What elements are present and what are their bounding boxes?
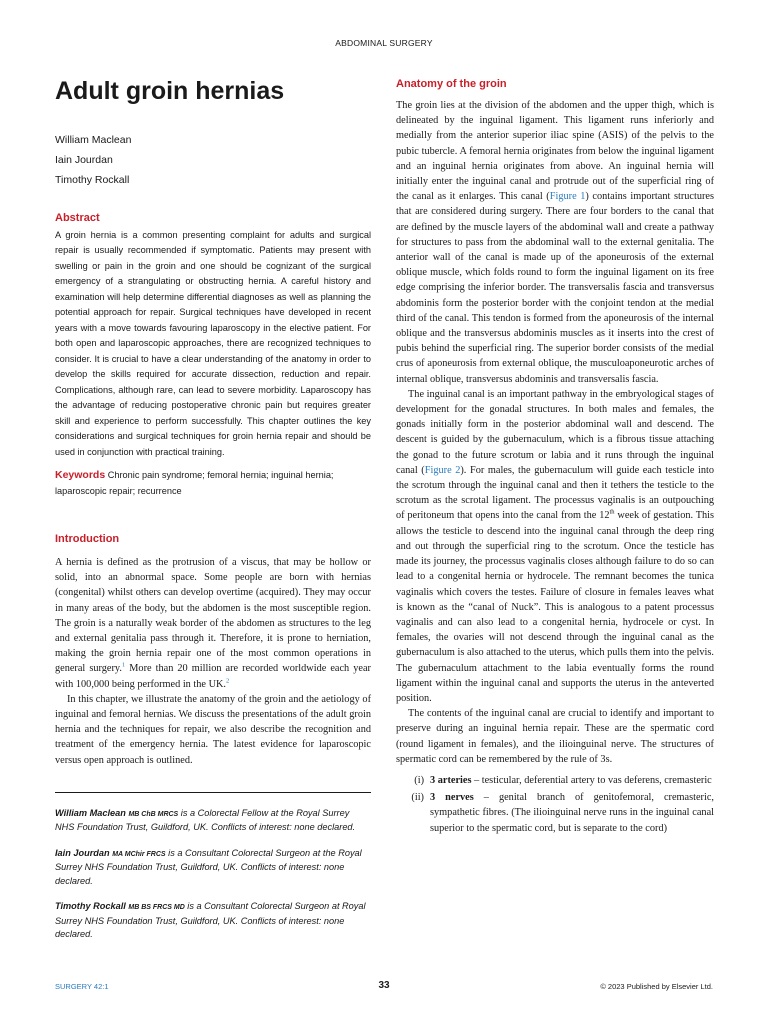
journal-footer: SURGERY 42:1 <box>55 982 109 991</box>
page-number: 33 <box>378 980 390 991</box>
text-run: ) contains important structures that are considered during surgery. There are four borders to the canal that are defined by the muscle layers of the abdominal wall and create a pathway for structures to pass from the abdominal wall to the external genitalia. The anterior wall of the canal is made up of the aponeurosis of the external oblique muscle, which folds round to form the inguinal ligament on its free edge comprising the inferior border. The transversalis fascia and transversus abdominis form the posterior border with the conjoint tendon at the medial third of the canal. This tendon is formed from the aponeurosis of the internal oblique and the transversus abdominis muscles as it inserts into the crest of pubis behind the superficial ring. The superior border consists of the medial crus of aponeurosis from external oblique, the musculoaponeurotic arches of internal oblique, transversus abdominis and transversalis fascia. <box>396 191 714 385</box>
bio-name: Timothy Rockall <box>55 901 126 912</box>
introduction-paragraph: In this chapter, we illustrate the anatomy of the groin and the aetiology of inguinal and femoral hernias. We discuss the presentations of the adult groin hernia and the techniques for repair, we also describe the recognition and treatment of the emergency hernia. The latest evidence for laparoscopic versus open approach is outlined. <box>55 693 371 766</box>
left-column <box>55 72 371 942</box>
reference-link[interactable]: 2 <box>226 677 230 685</box>
bio-credentials: MB ChB MRCS <box>128 810 179 818</box>
article-title: Adult groin hernias <box>55 77 285 105</box>
list-number: (i) <box>414 774 424 786</box>
keywords-label: Keywords <box>55 469 106 481</box>
list-text <box>430 773 714 788</box>
anatomy-heading: Anatomy of the groin <box>396 78 507 90</box>
bio-name: Iain Jourdan <box>55 847 110 858</box>
abstract-heading: Abstract <box>55 211 100 224</box>
list-item <box>396 790 714 836</box>
author-name: Timothy Rockall <box>55 173 130 186</box>
list-term: 3 arteries <box>430 774 472 786</box>
abstract-text: A groin hernia is a common presenting complaint for adults and surgical repair is usually recommended if symptomatic. Patients may present with swelling or pain in the groin and one should be cognizant of the surgical emergency of a strangulating or obstructing hernia. A careful history and examination will help determine differential diagnoses as well as planning the potential approach for repair. Surgical techniques have developed in recent years with a move towards favouring laparoscopy in the elective patient. For both open and laparoscopic approaches, there are recognized techniques to consider. It is crucial to have a clear understanding of the anatomy in order to develop the skills required for accurate dissection, reduction and repair. Complications, although rare, can lead to severe morbidity. Laparoscopy has the advantage of reducing postoperative chronic pain but requires greater skill and experience to perform successfully. This chapter outlines the key considerations and surgical techniques for groin hernia repair and should be used in conjunction with practical training. <box>55 229 371 457</box>
introduction-heading: Introduction <box>55 533 120 545</box>
figure-link[interactable]: Figure 2 <box>424 464 461 476</box>
text-run: The inguinal canal is an important pathway in the embryological stages of development for the gonadal structures. In both males and females, the gonads initially form in the posterior abdominal wall and descend. The descent is guided by the gubernaculum, which is a fibrous tissue attaching the gonad to the future scrotum or labia and it runs through the inguinal canal ( <box>396 388 714 476</box>
author-name: Iain Jourdan <box>55 153 113 166</box>
list-number: (ii) <box>411 792 424 804</box>
list-term: 3 nerves <box>430 792 474 804</box>
bio-credentials: MB BS FRCS MD <box>128 904 185 912</box>
text-run: A hernia is defined as the protrusion of a viscus, that may be hollow or solid, into an abnormal space. Some people are born with hernias (congenital) whilst others can develop overtime (acquired). They may occur in many areas of the body, but the abdomen is the most susceptible region. The groin is a naturally weak border of the abdomen as structures to the leg and external genitalia pass through it. Therefore, it is prone to herniation, making the groin hernia repair one of the most common operations in general surgery. <box>55 557 371 675</box>
list-detail: – genital branch of genitofemoral, cremasteric, sympathetic fibres. (The ilioinguinal nerve runs in the inguinal canal superior to the spermatic cord, but is separate to the cord) <box>430 792 714 834</box>
author-list <box>55 130 371 190</box>
text-run: More than 20 million are recorded worldwide each year with 100,000 being performed in the UK. <box>55 663 371 690</box>
author-bio <box>55 847 371 889</box>
spermatic-cord-list <box>396 773 714 836</box>
right-column <box>396 72 714 838</box>
keywords-section <box>55 468 371 499</box>
text-run: ). For males, the gubernaculum will guide each testicle into the scrotum through the inguinal canal and then it tethers the testicle to the scrotum as the scrotal ligament. The processus vaginalis is an outpouching of peritoneum that opens into the canal from the 12 <box>396 464 714 522</box>
bio-text: is a Colorectal Fellow at the Royal Surrey NHS Foundation Trust, Guildford, UK. Conflicts of interest: none declared. <box>55 807 356 833</box>
keywords-text: Chronic pain syndrome; femoral hernia; inguinal hernia; laparoscopic repair; recurrence <box>55 470 334 496</box>
author-bios <box>55 807 371 942</box>
bio-name: William Maclean <box>55 807 126 818</box>
text-run: week of gestation. This allows the testicle to descend into the inguinal canal through the deep ring and out through the superficial ring to the scrotum. Once the testicle has made its journey, the processus vaginalis closes although failure to do so can lead to a congenital hernia or hydrocele. The remnant becomes the tunica vaginalis which covers the testes. Failure of closure in females leaves what is known as the “canal of Nuck”. This is analogous to a patent processus vaginalis and can also lead to a congenital hernia, hydrocele or cyst. In females, the ovaries will not descend through the inguinal canal as the gubernaculum is also attached to the uterus, which pulls them into the pelvis. The gubernaculum attachment to the labia eventually forms the round ligament within the inguinal canal and supports the uterus in the anteverted position. <box>396 510 714 704</box>
superscript: th <box>609 509 615 517</box>
list-text <box>430 790 714 836</box>
anatomy-paragraph: The contents of the inguinal canal are crucial to identify and important to preserve during an inguinal hernia repair. These are the spermatic cord (round ligament in females), and the ilioinguinal nerve. The structures of spermatic cord can be remembered by the rule of 3s. <box>396 708 714 765</box>
introduction-paragraph <box>55 555 371 692</box>
running-head: ABDOMINAL SURGERY <box>335 38 433 48</box>
anatomy-paragraph <box>396 98 714 387</box>
reference-link[interactable]: 1 <box>121 662 126 669</box>
bio-text: is a Consultant Colorectal Surgeon at Royal Surrey NHS Foundation Trust, Guildford, UK. Conflicts of interest: none declared. <box>55 901 366 940</box>
list-detail: – testicular, deferential artery to vas deferens, cremasteric <box>471 774 712 786</box>
bio-text: is a Consultant Colorectal Surgeon at the Royal Surrey NHS Foundation Trust, Guildford, UK. Conflicts of interest: none declared. <box>55 847 362 886</box>
anatomy-paragraph <box>396 387 714 706</box>
text-run: The groin lies at the division of the abdomen and the upper thigh, which is delineated by the inguinal ligament. This ligament runs inferiorly and medially from the anterior superior iliac spine (ASIS) of the pelvis to the pubic tubercle. A femoral hernia originates from below the inguinal ligament and an inguinal hernia originates from above. An inguinal hernia will initially enter the inguinal canal and protrude out of the superficial ring of the canal as it enlarges. This canal ( <box>396 100 714 203</box>
bio-credentials: MA MChir FRCS <box>112 850 166 858</box>
author-bio <box>55 900 371 942</box>
author-name: William Maclean <box>55 133 132 146</box>
copyright-footer: © 2023 Published by Elsevier Ltd. <box>600 982 713 991</box>
author-bio <box>55 807 371 835</box>
list-item <box>396 773 714 788</box>
footnote-divider <box>55 792 371 793</box>
figure-link[interactable]: Figure 1 <box>549 191 586 203</box>
introduction-section <box>55 533 371 768</box>
abstract-section <box>55 212 371 461</box>
